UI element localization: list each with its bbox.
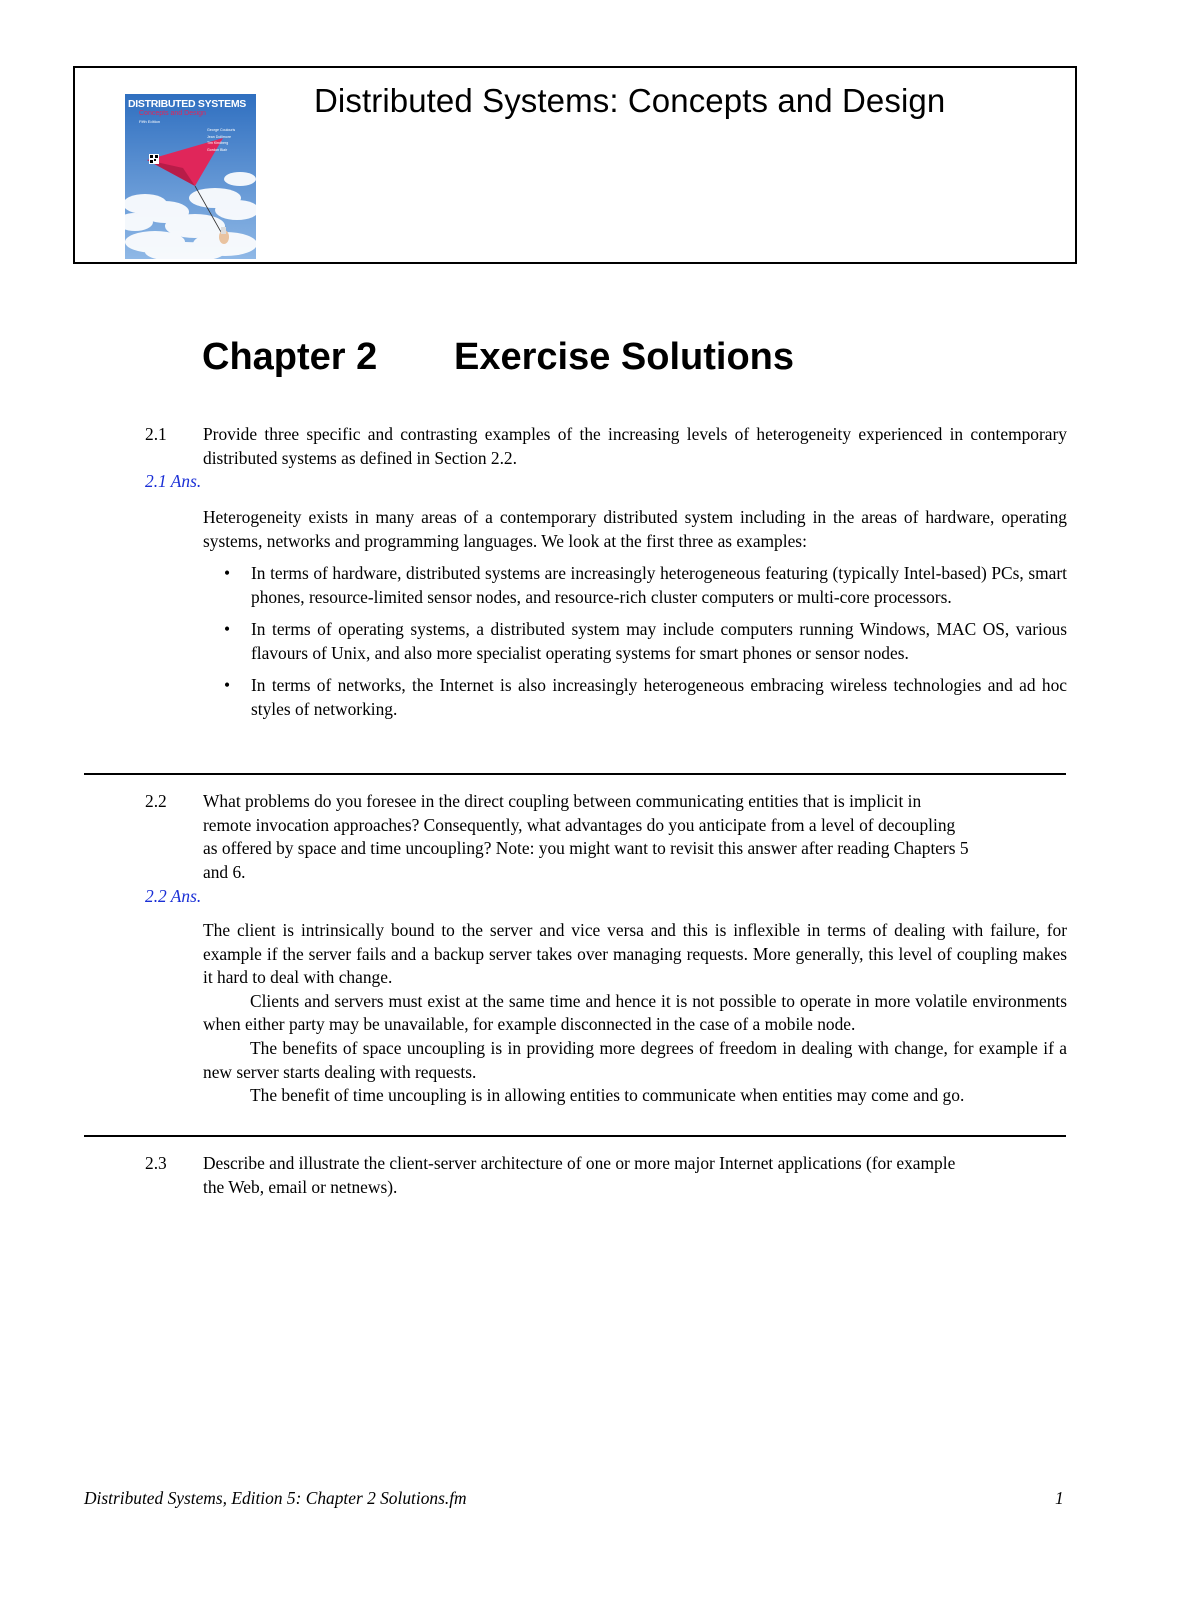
cover-author: Gordon Blair xyxy=(207,147,228,152)
footer-filename: Distributed Systems, Edition 5: Chapter 2 Solutions.fm xyxy=(84,1488,467,1508)
answer-paragraph: The client is intrinsically bound to the server and vice versa and this is inflexible in terms of dealing with failure, for example if the server fails and a backup server takes over managing requests. More generally, this level of coupling makes it hard to deal with change. xyxy=(203,920,1067,988)
bullet-list xyxy=(222,562,1067,731)
answer-paragraph: Heterogeneity exists in many areas of a contemporary distributed system including in the areas of hardware, operating systems, networks and programming languages. We look at the first three as examples: xyxy=(203,507,1067,551)
chapter-title: Exercise Solutions xyxy=(454,336,795,378)
divider xyxy=(84,773,1066,775)
bullet-icon: • xyxy=(224,619,231,640)
question-text: What problems do you foresee in the direct coupling between communicating entities that is implicit in remote invocation approaches? Consequently, what advantages do you anticipate from a level of decoupling as offered by space and time uncoupling? Note: you might want to revisit this answer after reading Chapters 5 and 6. xyxy=(203,791,969,882)
question-text: Describe and illustrate the client-server architecture of one or more major Internet applications (for example the Web, email or netnews). xyxy=(203,1153,956,1197)
answer-label: 2.2 Ans. xyxy=(145,886,202,906)
header-box xyxy=(73,66,1077,264)
list-item-text: In terms of operating systems, a distributed system may include computers running Windows, MAC OS, various flavours of Unix, and also more specialist operating systems for smart phones or sensor nodes. xyxy=(251,619,1067,663)
question-number: 2.2 xyxy=(145,791,167,811)
cover-subtitle: Concepts and Design xyxy=(139,110,206,117)
list-item-text: In terms of networks, the Internet is also increasingly heterogeneous embracing wireless technologies and ad hoc styles of networking. xyxy=(251,675,1067,719)
list-item xyxy=(222,562,1067,609)
divider xyxy=(84,1135,1066,1137)
answer-body xyxy=(203,919,1067,1108)
list-item xyxy=(222,618,1067,665)
question-number: 2.1 xyxy=(145,424,167,444)
footer-page-number: 1 xyxy=(1055,1488,1064,1508)
answer-label: 2.1 Ans. xyxy=(145,471,202,491)
cover-title: DISTRIBUTED SYSTEMS xyxy=(128,98,246,110)
book-cover-image xyxy=(125,94,256,259)
book-title: Distributed Systems: Concepts and Design xyxy=(314,82,946,119)
chapter-number: Chapter 2 xyxy=(202,336,378,378)
cover-author: George Coulouris xyxy=(207,128,236,132)
cover-author: Tim Kindberg xyxy=(207,141,229,145)
chapter-heading xyxy=(202,336,794,379)
list-item xyxy=(222,674,1067,721)
cover-authors xyxy=(207,127,235,153)
cover-author: Jean Dollimore xyxy=(207,134,231,139)
answer-paragraph: Clients and servers must exist at the same time and hence it is not possible to operate in more volatile environments when either party may be unavailable, for example disconnected in the case of a mobile node. xyxy=(203,990,1067,1035)
bullet-icon: • xyxy=(224,675,231,696)
list-item-text: In terms of hardware, distributed systems are increasingly heterogeneous featuring (typically Intel-based) PCs, smart phones, resource-limited sensor nodes, and resource-rich cluster computers or multi-core processors. xyxy=(251,563,1067,607)
question-text: Provide three specific and contrasting examples of the increasing levels of heterogeneity experienced in contemporary distributed systems as defined in Section 2.2. xyxy=(203,424,1067,468)
answer-paragraph: The benefit of time uncoupling is in allowing entities to communicate when entities may come and go. xyxy=(250,1085,965,1106)
answer-paragraph: The benefits of space uncoupling is in providing more degrees of freedom in dealing with change, for example if a new server starts dealing with requests. xyxy=(203,1037,1067,1082)
question-number: 2.3 xyxy=(145,1153,167,1173)
bullet-icon: • xyxy=(224,563,231,583)
cover-edition: Fifth Edition xyxy=(139,119,161,124)
